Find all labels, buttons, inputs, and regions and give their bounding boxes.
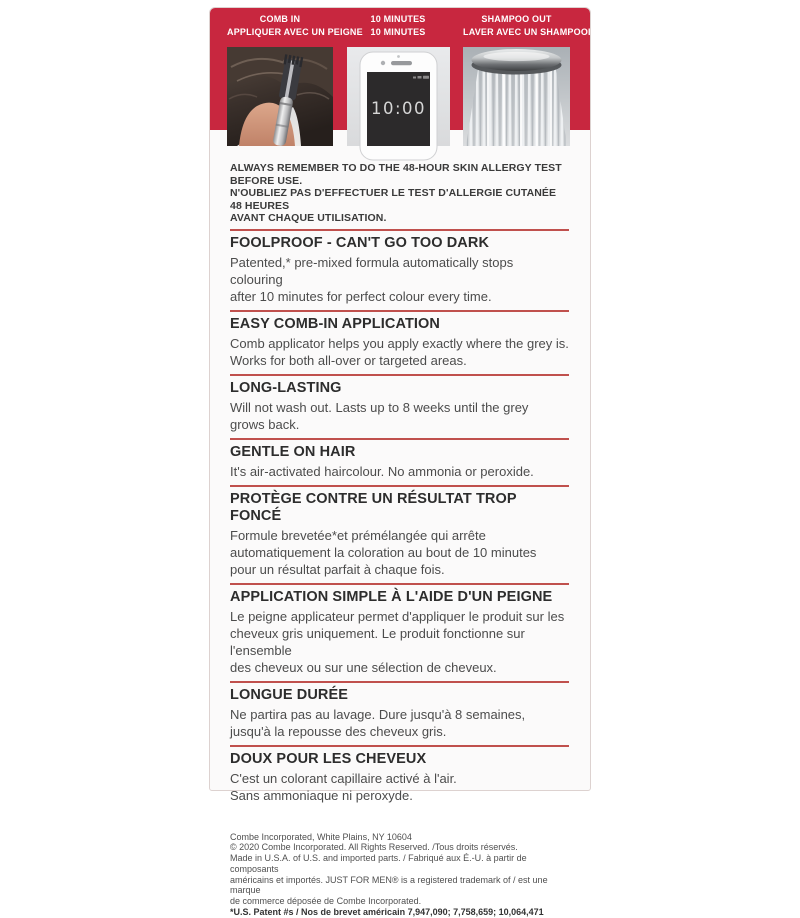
banner-step-photos	[227, 47, 570, 146]
feature-section-application-simple	[230, 585, 569, 681]
step-label-line: SHAMPOO OUT	[481, 14, 552, 24]
allergy-warning	[230, 162, 569, 225]
section-body-line: It's air-activated haircolour. No ammonia or peroxide.	[230, 463, 534, 479]
section-body-line: cheveux gris uniquement. Le produit fonctionne sur l'ensemble	[230, 625, 525, 658]
timer-phone-svg	[347, 47, 450, 146]
comb-in-photo-svg	[227, 47, 333, 146]
step-label-line: 10 MINUTES	[370, 14, 426, 24]
section-title: LONGUE DURÉE	[230, 686, 349, 703]
section-body-line: pour un résultat parfait à chaque fois.	[230, 561, 445, 577]
section-body-line: Le peigne applicateur permet d'appliquer le produit sur les	[230, 608, 565, 624]
section-body-line: jusqu'à la repousse des cheveux gris.	[230, 723, 447, 739]
feature-section-doux	[230, 747, 569, 809]
patent-line: *U.S. Patent #s / Nos de brevet américain 7,947,090; 7,758,659; 10,064,471	[230, 907, 544, 918]
section-body-line: Ne partira pas au lavage. Dure jusqu'à 8 semaines,	[230, 706, 526, 722]
fine-print-line: Combe Incorporated, White Plains, NY 10604	[230, 831, 412, 842]
section-title: EASY COMB-IN APPLICATION	[230, 315, 440, 332]
fine-print-line: américains et importés. JUST FOR MEN® is a registered trademark of / est une marque	[230, 874, 548, 896]
step-label-line: COMB IN	[259, 14, 301, 24]
step-label-timer	[347, 13, 450, 39]
shower-svg	[463, 47, 570, 146]
phone-camera-icon	[380, 61, 384, 65]
feature-section-longue-duree	[230, 683, 569, 745]
warning-line: AVANT CHAQUE UTILISATION.	[230, 212, 387, 224]
feature-section-protege	[230, 487, 569, 583]
section-body-line: des cheveux ou sur une sélection de cheveux.	[230, 659, 497, 675]
warning-line: ALWAYS REMEMBER TO DO THE 48-HOUR SKIN ALLERGY TEST BEFORE USE.	[230, 162, 562, 187]
feature-section-foolproof	[230, 231, 569, 310]
section-body-line: grows back.	[230, 416, 300, 432]
section-body-line: Works for both all-over or targeted areas.	[230, 352, 467, 368]
section-body-line: Comb applicator helps you apply exactly where the grey is.	[230, 335, 569, 351]
section-title: PROTÈGE CONTRE UN RÉSULTAT TROP FONCÉ	[230, 490, 517, 524]
usage-banner	[210, 8, 605, 148]
feature-section-gentle	[230, 440, 569, 485]
step-label-line: 10 MINUTES	[370, 27, 426, 37]
phone-speaker	[391, 61, 412, 65]
section-title: GENTLE ON HAIR	[230, 443, 356, 460]
fine-print	[230, 832, 569, 918]
banner-step-labels	[227, 13, 605, 39]
section-body-line: C'est un colorant capillaire activé à l'air.	[230, 770, 457, 786]
step-label-line: LAVER AVEC UN SHAMPOOING	[463, 27, 605, 37]
section-title: APPLICATION SIMPLE À L'AIDE D'UN PEIGNE	[230, 588, 553, 605]
fine-print-line: © 2020 Combe Incorporated. All Rights Reserved. /Tous droits réservés.	[230, 842, 518, 853]
section-title: DOUX POUR LES CHEVEUX	[230, 750, 427, 767]
section-body-line: Formule brevetée*et prémélangée qui arrête	[230, 527, 486, 543]
step-label-comb-in	[227, 13, 363, 39]
section-body-line: Sans ammoniaque ni peroxyde.	[230, 787, 413, 803]
comb-in-photo	[227, 47, 333, 146]
feature-section-long-lasting	[230, 376, 569, 438]
section-body-line: Will not wash out. Lasts up to 8 weeks until the grey	[230, 399, 529, 415]
package-copy	[210, 162, 590, 918]
package-back-panel	[209, 7, 605, 918]
phone-timer-display: 10:00	[370, 99, 426, 118]
section-title: LONG-LASTING	[230, 379, 342, 396]
section-body-line: Patented,* pre-mixed formula automatically stops colouring	[230, 254, 514, 287]
section-title: FOOLPROOF - CAN'T GO TOO DARK	[230, 234, 490, 251]
fine-print-line: de commerce déposée de Combe Incorporated.	[230, 896, 422, 907]
feature-section-easy-application	[230, 312, 569, 374]
step-label-shampoo-out	[463, 13, 605, 39]
shower-photo	[463, 47, 570, 146]
fine-print-line: Made in U.S.A. of U.S. and imported parts. / Fabriqué aux É.-U. à partir de composants	[230, 853, 527, 874]
timer-phone-photo	[347, 47, 450, 146]
section-body-line: after 10 minutes for perfect colour every time.	[230, 288, 492, 304]
phone-top-dot	[397, 55, 400, 58]
section-body-line: automatiquement la coloration au bout de 10 minutes	[230, 544, 537, 560]
step-label-line: APPLIQUER AVEC UN PEIGNE	[227, 27, 363, 37]
warning-line: N'OUBLIEZ PAS D'EFFECTUER LE TEST D'ALLERGIE CUTANÉE 48 HEURES	[230, 187, 557, 212]
